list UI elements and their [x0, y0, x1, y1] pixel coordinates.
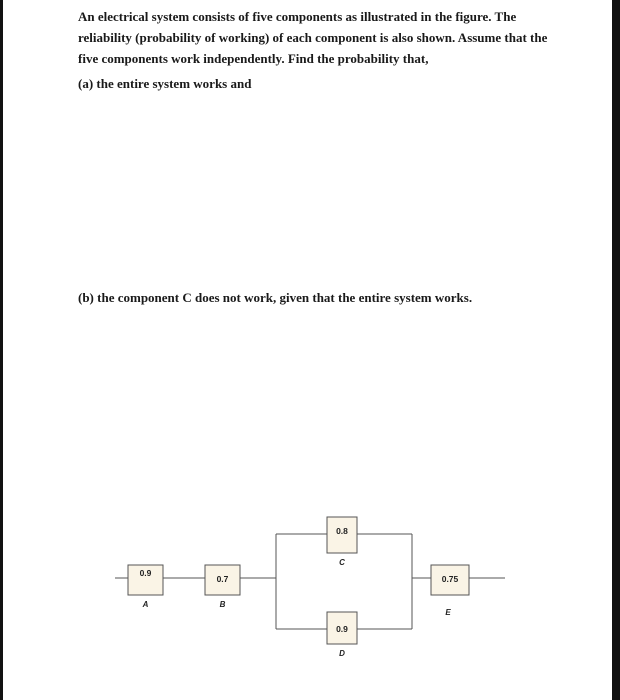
component-b-reliability: 0.7 [216, 574, 229, 584]
component-e-label: E [445, 608, 451, 617]
component-e-reliability: 0.75 [441, 574, 459, 584]
problem-intro: An electrical system consists of five components as illustrated in the figure. The reliability (probability of working) of each component is also shown. Assume that the five components work independently. Find the probability that, [78, 9, 548, 66]
component-a-label: A [142, 600, 149, 609]
component-c-label: C [339, 558, 345, 567]
component-d-label: D [339, 649, 345, 658]
component-d-reliability: 0.9 [336, 624, 348, 634]
component-a-reliability: 0.9 [139, 568, 152, 578]
part-a-question: (a) the entire system works and [78, 76, 252, 91]
component-b-label: B [219, 600, 226, 609]
part-b-question: (b) the component C does not work, given that the entire system works. [78, 290, 473, 305]
component-c-reliability: 0.8 [336, 526, 348, 536]
